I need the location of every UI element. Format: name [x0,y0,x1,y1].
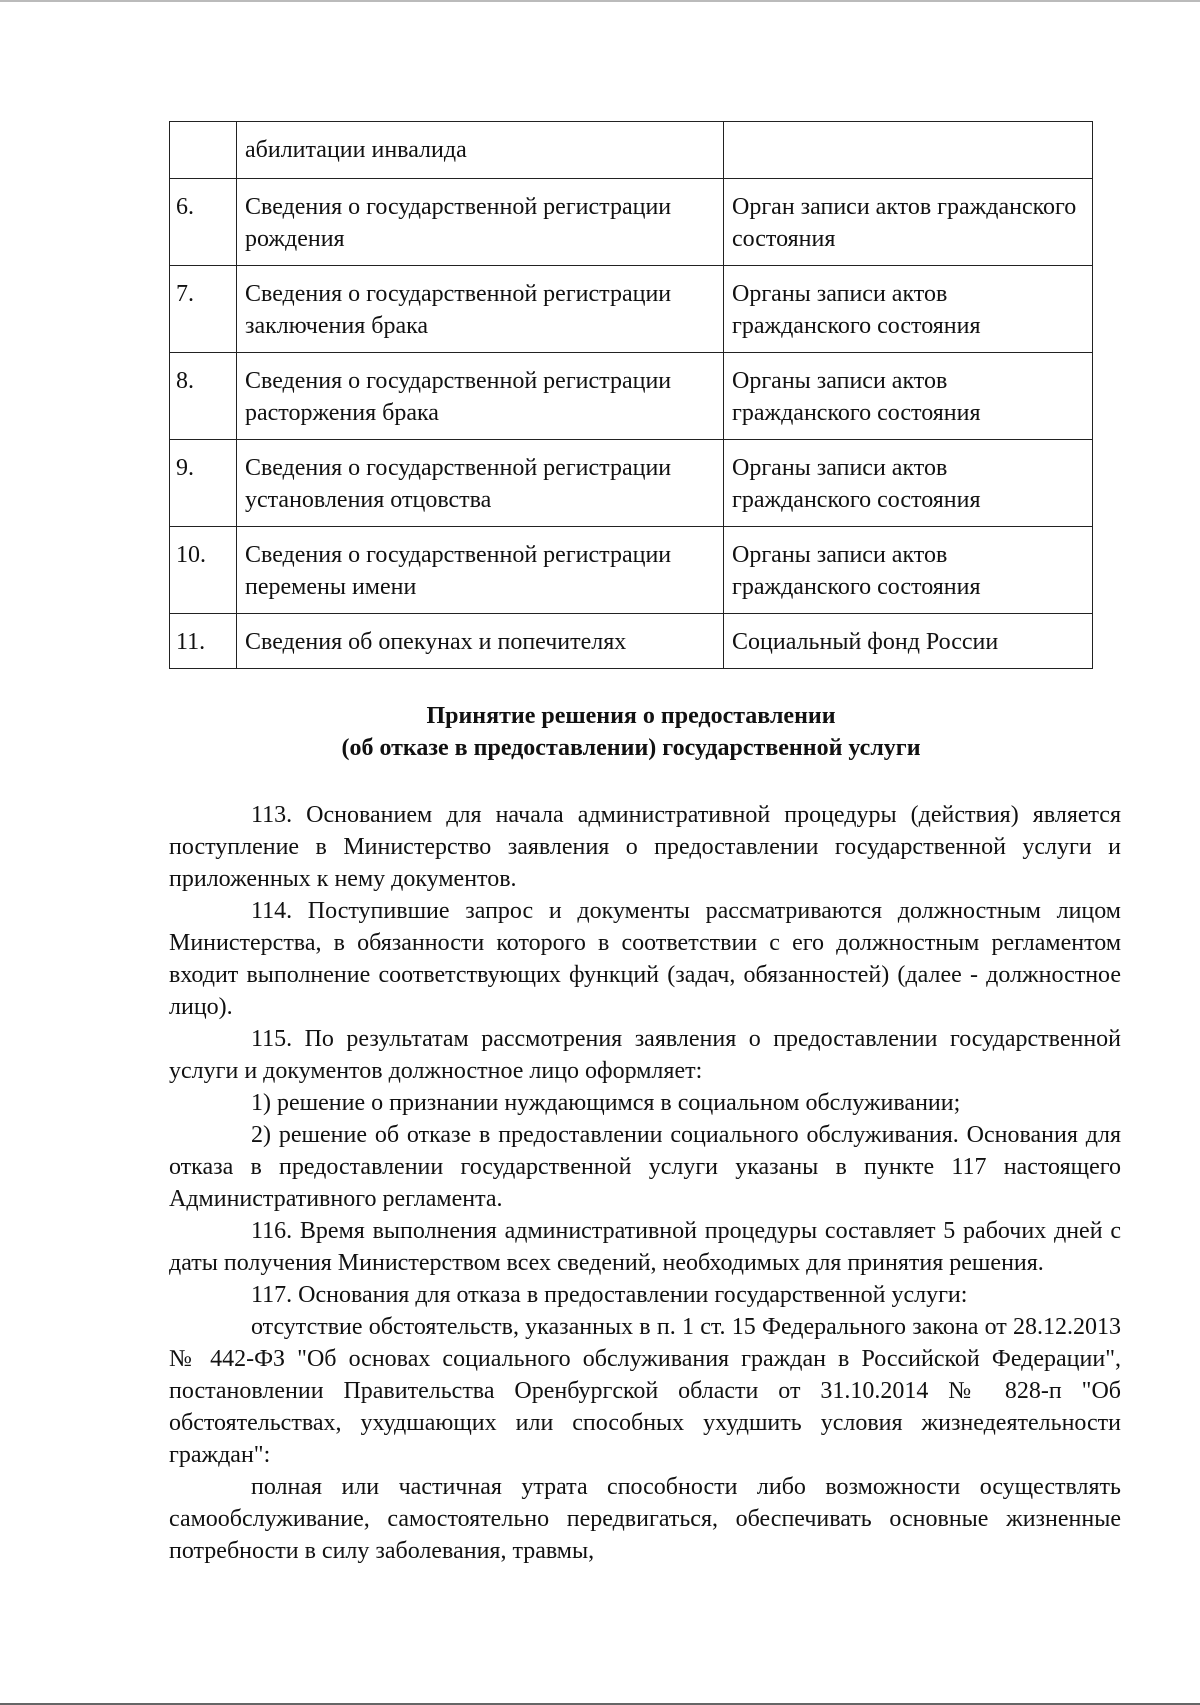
row-source: Органы записи актов гражданского состояния [724,266,1093,353]
row-source: Органы записи актов гражданского состояния [724,353,1093,440]
table-row [170,122,1093,179]
paragraph: 114. Поступившие запрос и документы рассматриваются должностным лицом Министерства, в обязанности которого в соответствии с его должностным регламентом входит выполнение соответствующих функций (задач, обязанностей) (далее - должностное лицо). [169,898,1121,1020]
paragraph: полная или частичная утрата способности либо возможности осуществлять самообслуживание, самостоятельно передвигаться, обеспечивать основные жизненные потребности в силу заболевания, травмы, [169,1474,1121,1564]
row-info: абилитации инвалида [237,122,724,179]
row-info: Сведения о государственной регистрации расторжения брака [237,353,724,440]
table-row [170,353,1093,440]
table-row [170,527,1093,614]
paragraph: 1) решение о признании нуждающимся в социальном обслуживании; [251,1090,961,1116]
paragraph: отсутствие обстоятельств, указанных в п. 1 ст. 15 Федерального закона от 28.12.2013 № 442-ФЗ "Об основах социального обслуживания граждан в Российской Федерации", постановлении Правительства Оренбургской области от 31.10.2014 № 828-п "Об обстоятельствах, ухудшающих или способных ухудшить условия жизнедеятельности граждан": [169,1314,1121,1468]
row-info: Сведения об опекунах и попечителях [237,614,724,669]
row-info: Сведения о государственной регистрации перемены имени [237,527,724,614]
row-number: 7. [170,266,237,353]
table-row [170,179,1093,266]
row-number: 10. [170,527,237,614]
row-number: 11. [170,614,237,669]
body-text [169,799,1121,1567]
scan-top-edge [0,0,1200,2]
section-title-line-2: (об отказе в предоставлении) государственной услуги [341,735,921,761]
paragraph: 2) решение об отказе в предоставлении социального обслуживания. Основания для отказа в предоставлении государственной услуги указаны в пункте 117 настоящего Административного регламента. [169,1122,1121,1212]
row-source: Орган записи актов гражданского состояния [724,179,1093,266]
row-number: 9. [170,440,237,527]
row-info: Сведения о государственной регистрации установления отцовства [237,440,724,527]
row-source: Органы записи актов гражданского состояния [724,440,1093,527]
row-info: Сведения о государственной регистрации заключения брака [237,266,724,353]
row-number: 6. [170,179,237,266]
table-row [170,440,1093,527]
records-table [169,121,1093,669]
table-row [170,614,1093,669]
paragraph: 115. По результатам рассмотрения заявления о предоставлении государственной услуги и документов должностное лицо оформляет: [169,1026,1121,1084]
table-row [170,266,1093,353]
section-title-line-1: Принятие решения о предоставлении [426,703,836,729]
paragraph: 113. Основанием для начала административной процедуры (действия) является поступление в Министерство заявления о предоставлении государственной услуги и приложенных к нему документов. [169,802,1121,892]
paragraph: 117. Основания для отказа в предоставлении государственной услуги: [251,1282,968,1308]
row-info: Сведения о государственной регистрации рождения [237,179,724,266]
row-number: 8. [170,353,237,440]
row-source: Социальный фонд России [724,614,1093,669]
paragraph: 116. Время выполнения административной процедуры составляет 5 рабочих дней с даты получения Министерством всех сведений, необходимых для принятия решения. [169,1218,1121,1276]
row-number [170,122,237,179]
section-heading [169,700,1093,764]
row-source: Органы записи актов гражданского состояния [724,527,1093,614]
row-source [724,122,1093,179]
